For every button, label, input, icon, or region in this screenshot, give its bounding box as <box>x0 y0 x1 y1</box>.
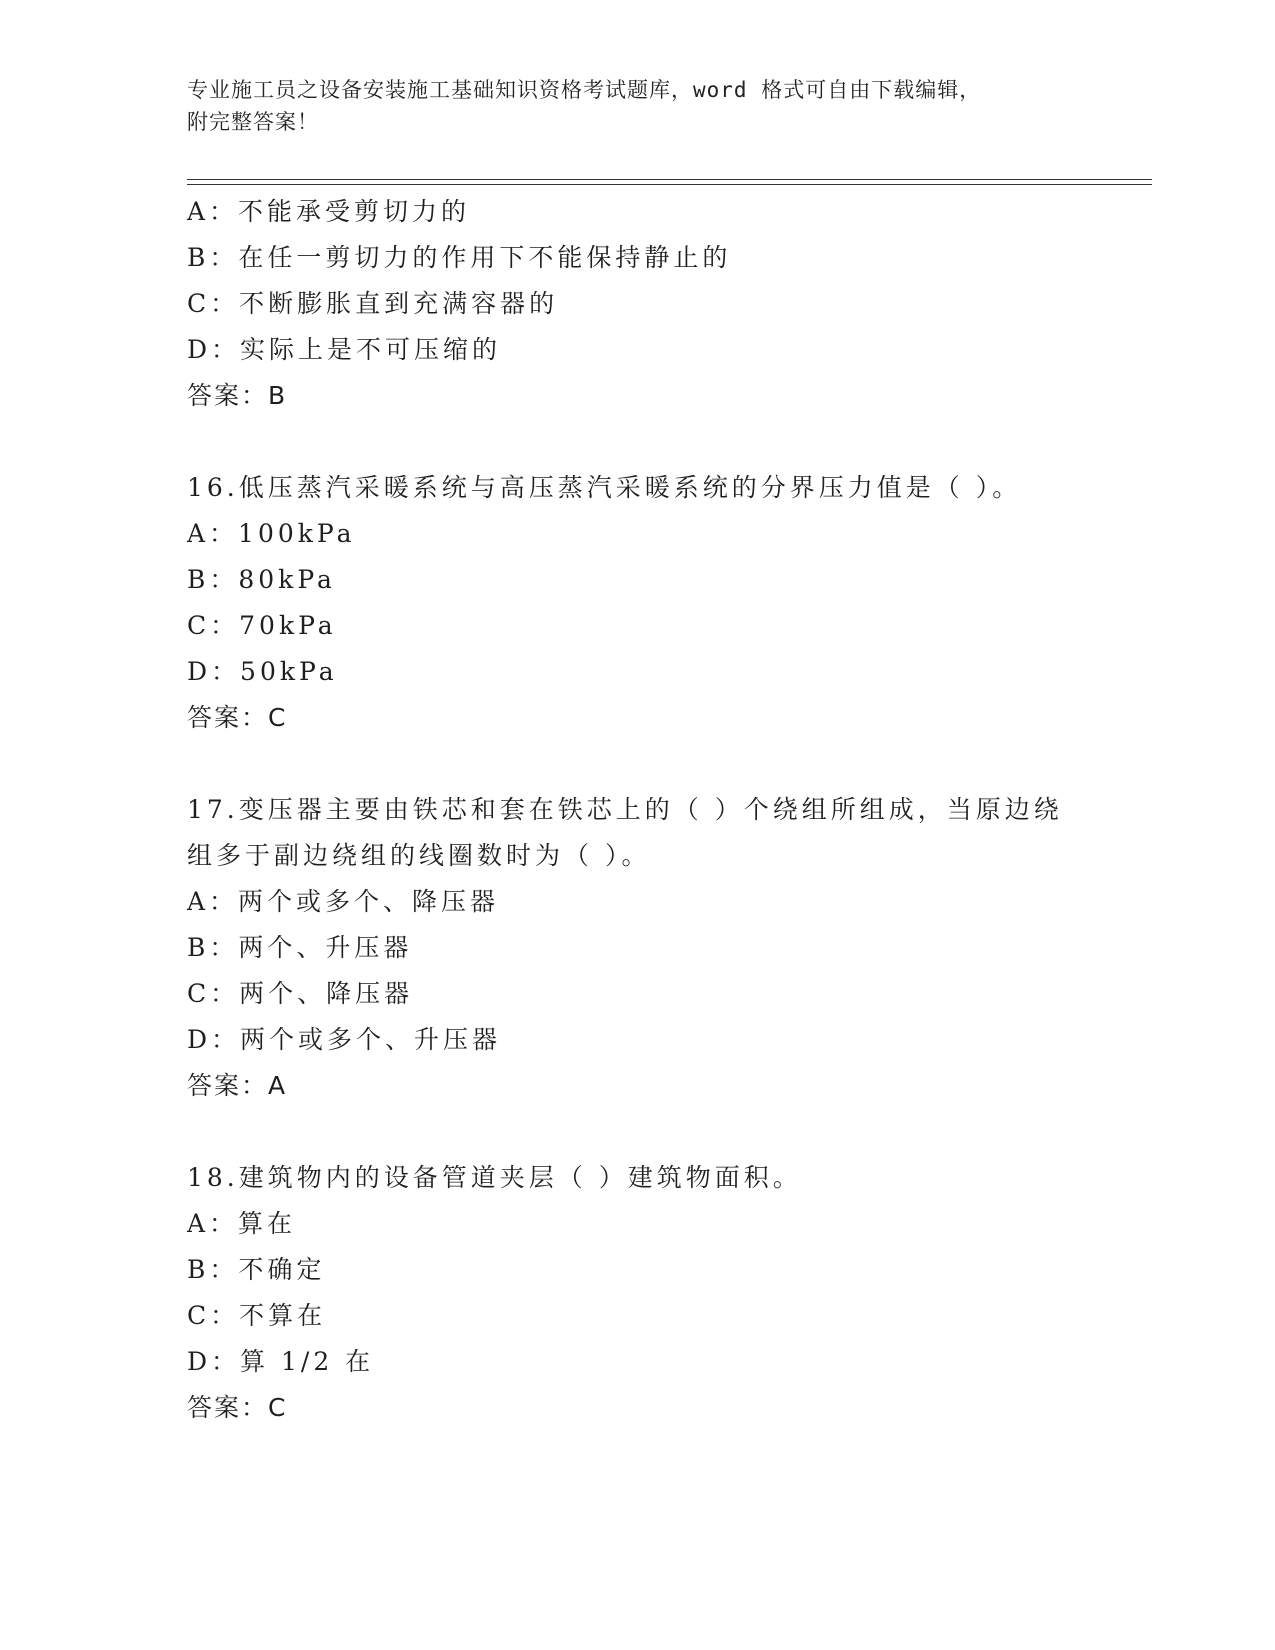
option-a: A：两个或多个、降压器 <box>187 887 500 916</box>
spacer <box>187 419 1152 465</box>
option-b: B：不确定 <box>187 1255 326 1284</box>
question-18-block <box>187 1155 1152 1431</box>
header-divider-bottom <box>187 184 1152 185</box>
option-d: D：算 1/2 在 <box>187 1347 375 1376</box>
spacer <box>187 1109 1152 1155</box>
answer-line: 答案：C <box>187 1393 288 1422</box>
question-16-block <box>187 465 1152 741</box>
option-a: A：100kPa <box>187 519 356 548</box>
option-c: C：不断膨胀直到充满容器的 <box>187 289 559 318</box>
question-stem: 16.低压蒸汽采暖系统与高压蒸汽采暖系统的分界压力值是（ ）。 <box>187 473 1022 502</box>
option-b: B：80kPa <box>187 565 336 594</box>
question-stem-line-2: 组多于副边绕组的线圈数时为（ ）。 <box>187 841 651 870</box>
option-b: B：在任一剪切力的作用下不能保持静止的 <box>187 243 732 272</box>
question-stem-line-1: 17.变压器主要由铁芯和套在铁芯上的（ ）个绕组所组成，当原边绕 <box>187 795 1063 824</box>
option-a: A：不能承受剪切力的 <box>187 197 471 226</box>
answer-line: 答案：B <box>187 381 288 410</box>
answer-line: 答案：C <box>187 703 288 732</box>
option-d: D：两个或多个、升压器 <box>187 1025 502 1054</box>
header-line-1: 专业施工员之设备安装施工基础知识资格考试题库，word 格式可自由下载编辑， <box>187 78 982 102</box>
option-d: D：50kPa <box>187 657 338 686</box>
option-c: C：不算在 <box>187 1301 327 1330</box>
question-stem: 18.建筑物内的设备管道夹层（ ）建筑物面积。 <box>187 1163 802 1192</box>
option-d: D：实际上是不可压缩的 <box>187 335 502 364</box>
header-line-2: 附完整答案！ <box>187 110 319 134</box>
option-c: C：70kPa <box>187 611 337 640</box>
option-a: A：算在 <box>187 1209 297 1238</box>
document-header <box>187 74 1087 138</box>
option-b: B：两个、升压器 <box>187 933 413 962</box>
question-content <box>187 189 1152 1431</box>
answer-line: 答案：A <box>187 1071 288 1100</box>
spacer <box>187 741 1152 787</box>
carryover-question-block <box>187 189 1152 419</box>
question-17-block <box>187 787 1152 1109</box>
header-divider-top <box>187 179 1152 180</box>
option-c: C：两个、降压器 <box>187 979 414 1008</box>
